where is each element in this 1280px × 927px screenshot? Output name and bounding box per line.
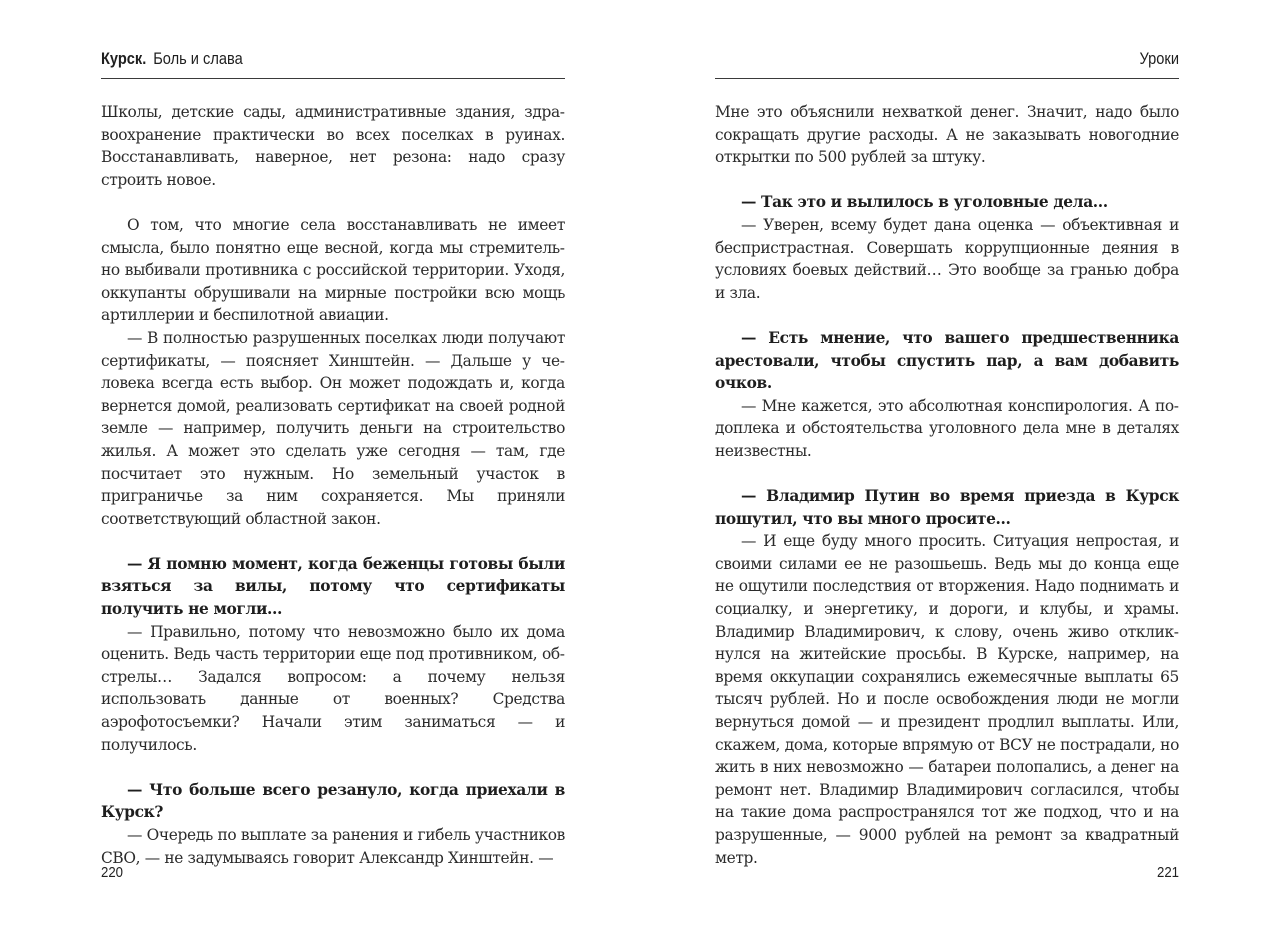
interview-answer: — Очередь по выплате за ранения и гибель участников СВО, — не задумываясь говорит Александр Хинштейн. — <box>101 826 565 867</box>
book-title-bold: Курск. <box>101 49 147 68</box>
right-page <box>715 0 1179 927</box>
left-page-body <box>101 101 565 869</box>
interview-answer: — И еще буду много просить. Ситуация непростая, и своими силами ее не разошьешь. Ведь мы до конца еще не ощутили последствия от вторжения. Надо поднимать и социалку, и энергетику, и дороги, и клубы, и храмы. Владимир Владимирович, к слову, очень живо откликнулся на житейские просьбы. В Курске, например, на время оккупации сохранялись ежемесячные выплаты 65 тысяч рублей. Но и после освобождения люди не могли вернуться домой — и президент продлил выплаты. Или, скажем, дома, которые впрямую от ВСУ не пострадали, но жить в них невозможно — батареи полопались, а денег на ремонт нет. Владимир Владимирович согласился, чтобы на такие дома распространялся тот же подход, что и на разрушенные, — 9000 рублей на ремонт за квадратный метр. <box>715 532 1179 867</box>
interview-question: — Так это и вылилось в уголовные дела… <box>741 193 1108 212</box>
book-title-regular: Боль и слава <box>153 49 243 68</box>
interview-question: — Что больше всего резануло, когда приехали в Курск? <box>101 780 565 822</box>
interview-answer: — Правильно, потому что невозможно было их дома оценить. Ведь часть территории еще под противником, обстрелы… Задался вопросом: а почему нельзя использовать данные от военных? Средства аэрофотосъемки? Начали этим заниматься — и получилось. <box>101 622 565 754</box>
running-head-left <box>101 46 500 72</box>
interview-answer: — Мне кажется, это абсолютная конспирология. А подоплека и обстоятельства уголовного дела мне в деталях неизвестны. <box>715 396 1179 460</box>
interview-question: — Есть мнение, что вашего предшественника арестовали, чтобы спустить пар, а вам добавить очков. <box>715 328 1179 393</box>
running-head-right <box>780 46 1179 72</box>
page-number-right: 221 <box>1156 864 1179 881</box>
paragraph: О том, что многие села восстанавливать не имеет смысла, было понятно еще весной, когда мы стремительно выбивали противника с российской территории. Уходя, оккупанты обрушивали на мирные постройки всю мощь артиллерии и беспилотной авиации. <box>101 215 565 325</box>
right-page-body <box>715 101 1179 869</box>
header-rule-left <box>101 78 565 79</box>
page-number-left: 220 <box>101 864 124 881</box>
paragraph: Школы, детские сады, административные здания, здравоохранение практически во всех поселках в руинах. Восстанавливать, наверное, нет резона: надо сразу строить новое. <box>101 103 565 189</box>
interview-question: — Я помню момент, когда беженцы готовы были взяться за вилы, потому что сертификаты получить не могли… <box>101 554 565 619</box>
left-page <box>101 0 565 927</box>
interview-answer: — Уверен, всему будет дана оценка — объективная и беспристрастная. Совершать коррупционные деяния в условиях боевых действий… Это вообще за гранью добра и зла. <box>715 215 1179 302</box>
header-rule-right <box>715 78 1179 79</box>
interview-question: — Владимир Путин во время приезда в Курск пошутил, что вы много просите… <box>715 487 1179 528</box>
paragraph: — В полностью разрушенных поселках люди получают сертификаты, — поясняет Хинштейн. — Дальше у человека всегда есть выбор. Он может подождать и, когда вернется домой, реализовать сертификат на своей родной земле — например, получить деньги на строительство жилья. А может это сделать уже сегодня — там, где посчитает это нужным. Но земельный участок в приграничье за ним сохраняется. Мы приняли соответствующий областной закон. <box>101 328 565 528</box>
paragraph: Мне это объяснили нехваткой денег. Значит, надо было сокращать другие расходы. А не заказывать новогодние открытки по 500 рублей за штуку. <box>715 103 1179 167</box>
chapter-title: Уроки <box>1139 49 1179 68</box>
